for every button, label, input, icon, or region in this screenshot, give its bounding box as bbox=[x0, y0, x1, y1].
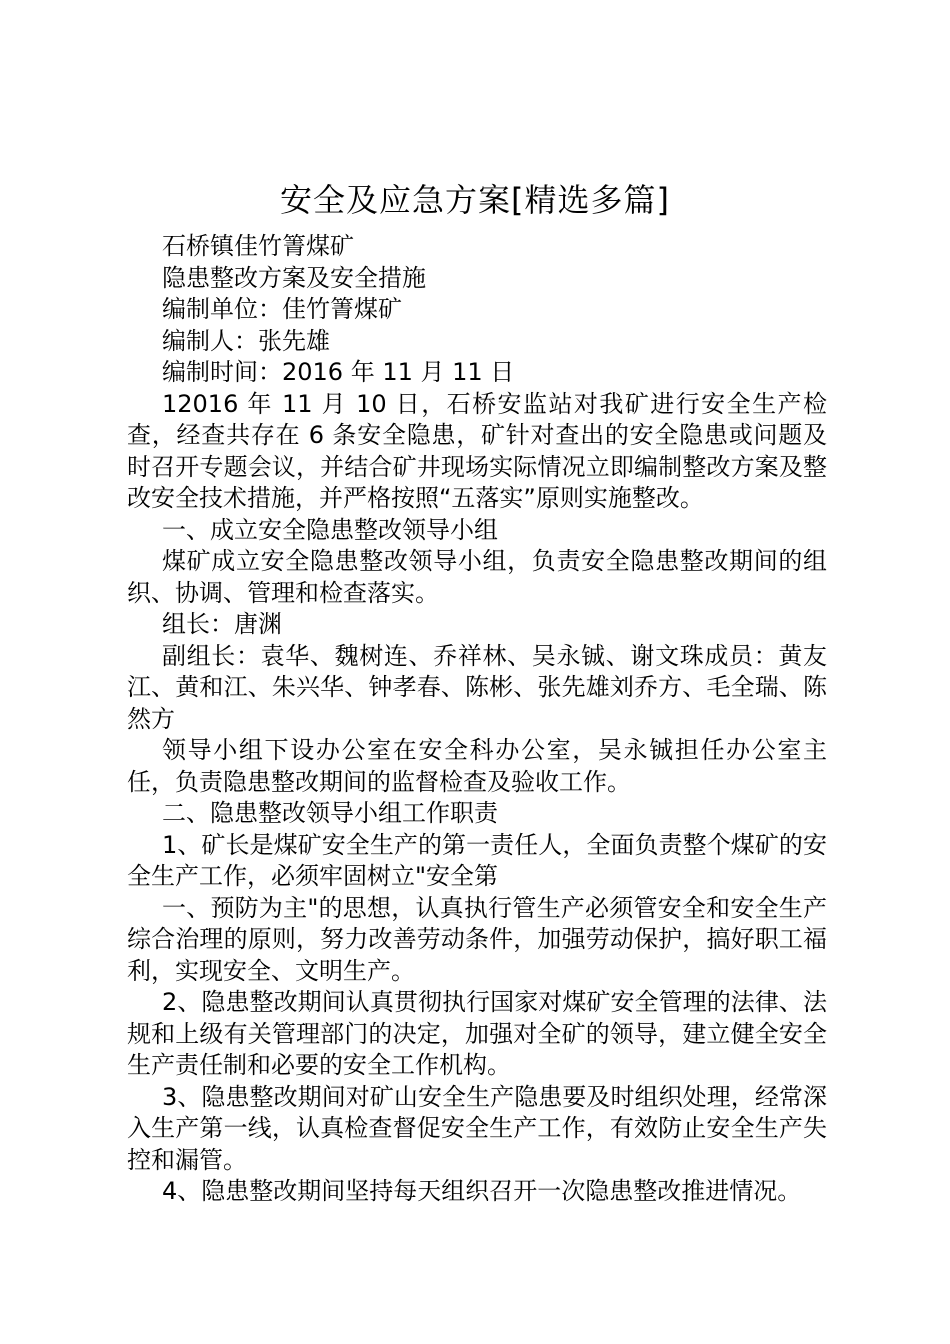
paragraph-plan-subtitle: 隐患整改方案及安全措施 bbox=[162, 263, 426, 292]
document-title: 安全及应急方案[精选多篇] bbox=[280, 181, 670, 219]
paragraph-mine-name: 石桥镇佳竹箐煤矿 bbox=[162, 232, 354, 260]
paragraph-group-purpose: 煤矿成立安全隐患整改领导小组，负责安全隐患整改期间的组织、协调、管理和检查落实。 bbox=[127, 547, 827, 607]
paragraph-duty-1: 1、矿长是煤矿安全生产的第一责任人，全面负责整个煤矿的安全生产工作，必须牢固树立"安全第 bbox=[127, 830, 827, 890]
paragraph-duty-4: 4、隐患整改期间坚持每天组织召开一次隐患整改推进情况。 bbox=[162, 1177, 802, 1205]
document-body bbox=[127, 231, 827, 1208]
paragraph-office: 领导小组下设办公室在安全科办公室，吴永铖担任办公室主任，负责隐患整改期间的监督检查及验收工作。 bbox=[127, 736, 827, 796]
paragraph-duty-1-cont: 一、预防为主"的思想，认真执行管生产必须管安全和安全生产综合治理的原则，努力改善劳动条件，加强劳动保护，搞好职工福利，实现安全、文明生产。 bbox=[127, 893, 827, 985]
paragraph-compile-date: 编制时间：2016 年 11 月 11 日 bbox=[162, 358, 515, 386]
section-heading-2: 二、隐患整改领导小组工作职责 bbox=[162, 799, 498, 827]
paragraph-duty-2: 2、隐患整改期间认真贯彻执行国家对煤矿安全管理的法律、法规和上级有关管理部门的决定，加强对全矿的领导，建立健全安全生产责任制和必要的安全工作机构。 bbox=[127, 988, 827, 1079]
paragraph-compiler: 编制人：张先雄 bbox=[162, 326, 330, 355]
paragraph-compiling-unit: 编制单位：佳竹箐煤矿 bbox=[162, 295, 402, 323]
paragraph-duty-3: 3、隐患整改期间对矿山安全生产隐患要及时组织处理，经常深入生产第一线，认真检查督促安全生产工作，有效防止安全生产失控和漏管。 bbox=[127, 1082, 827, 1174]
paragraph-inspection-summary: 12016 年 11 月 10 日，石桥安监站对我矿进行安全生产检查，经查共存在 6 条安全隐患，矿针对查出的安全隐患或问题及时召开专题会议，并结合矿井现场实际情况立即编制整改方案及整改安全技术措施，并严格按照“五落实”原则实施整改。 bbox=[127, 389, 827, 512]
section-heading-1: 一、成立安全隐患整改领导小组 bbox=[162, 515, 498, 544]
paragraph-group-members: 副组长：袁华、魏树连、乔祥林、吴永铖、谢文珠成员：黄友江、黄和江、朱兴华、钟孝春、陈彬、张先雄刘乔方、毛全瑞、陈然方 bbox=[127, 641, 827, 733]
paragraph-group-leader: 组长：唐渊 bbox=[162, 610, 282, 638]
